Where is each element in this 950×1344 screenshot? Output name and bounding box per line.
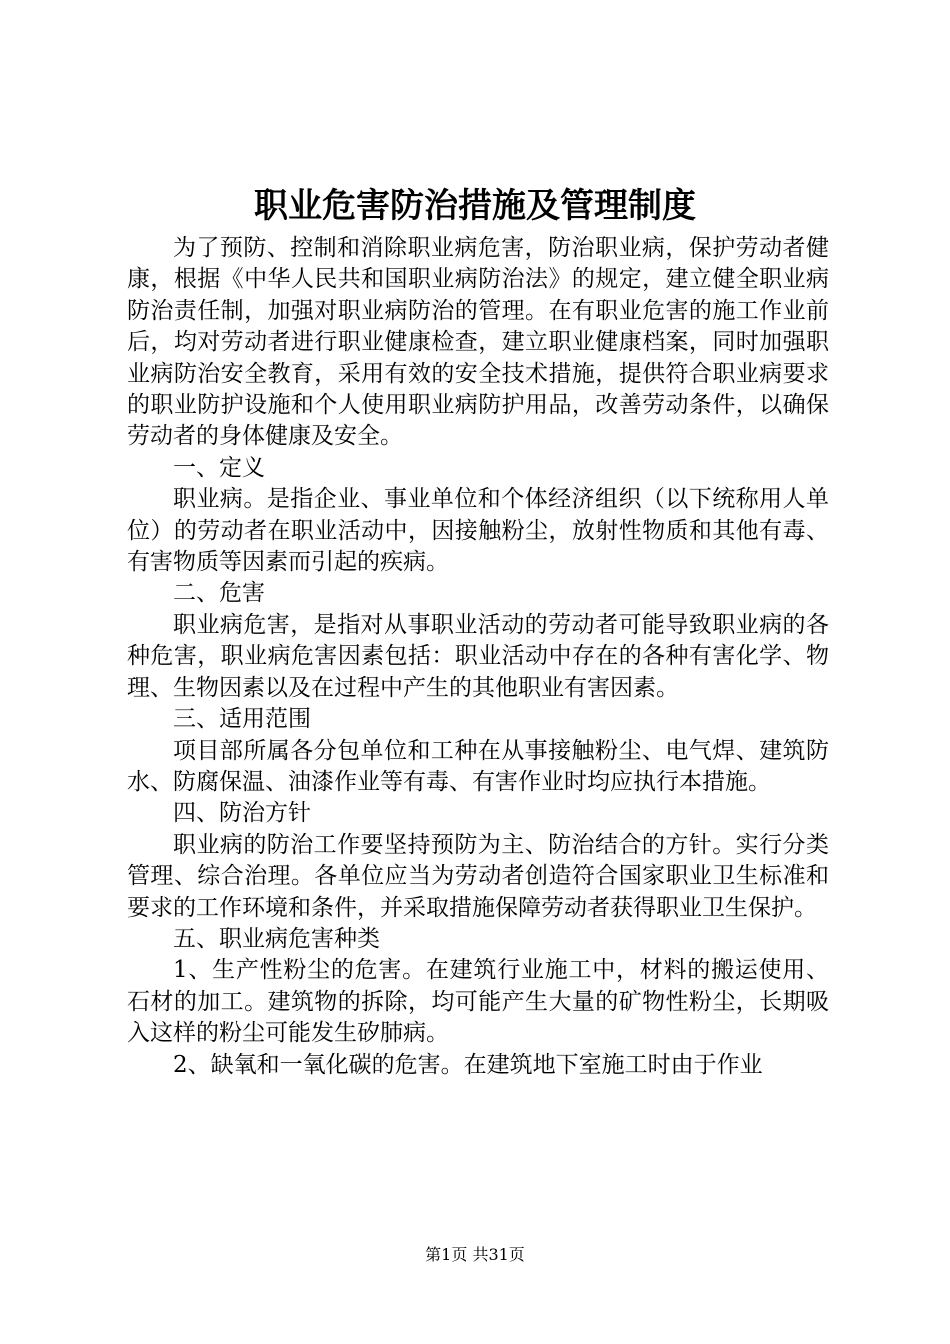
document-body — [127, 233, 829, 1081]
paragraph-policy: 职业病的防治工作要坚持预防为主、防治结合的方针。实行分类管理、综合治理。各单位应当为劳动者创造符合国家职业卫生标准和要求的工作环境和条件，并采取措施保障劳动者获得职业卫生保护。 — [127, 831, 829, 921]
paragraph-scope: 项目部所属各分包单位和工种在从事接触粉尘、电气焊、建筑防水、防腐保温、油漆作业等有毒、有害作业时均应执行本措施。 — [127, 737, 829, 795]
section-heading-types: 五、职业病危害种类 — [173, 925, 380, 952]
paragraph-intro: 为了预防、控制和消除职业病危害，防治职业病，保护劳动者健康，根据《中华人民共和国职业病防治法》的规定，建立健全职业病防治责任制，加强对职业病防治的管理。在有职业危害的施工作业前后，均对劳动者进行职业健康检查，建立职业健康档案，同时加强职业病防治安全教育，采用有效的安全技术措施，提供符合职业病要求的职业防护设施和个人使用职业病防护用品，改善劳动条件，以确保劳动者的身体健康及安全。 — [127, 235, 829, 450]
paragraph-hazard: 职业病危害，是指对从事职业活动的劳动者可能导致职业病的各种危害，职业病危害因素包括：职业活动中存在的各种有害化学、物理、生物因素以及在过程中产生的其他职业有害因素。 — [127, 611, 829, 701]
section-heading-policy: 四、防治方针 — [173, 800, 311, 827]
document-title: 职业危害防治措施及管理制度 — [254, 186, 696, 226]
paragraph-type-oxygen: 2、缺氧和一氧化碳的危害。在建筑地下室施工时由于作业 — [173, 1051, 763, 1078]
page-number-footer: 第1页 共31页 — [425, 1245, 525, 1264]
paragraph-definition: 职业病。是指企业、事业单位和个体经济组织（以下统称用人单位）的劳动者在职业活动中，因接触粉尘，放射性物质和其他有毒、有害物质等因素而引起的疾病。 — [127, 486, 829, 576]
section-heading-hazard: 二、危害 — [173, 580, 265, 607]
paragraph-type-dust: 1、生产性粉尘的危害。在建筑行业施工中，材料的搬运使用、石材的加工。建筑物的拆除，均可能产生大量的矿物性粉尘，长期吸入这样的粉尘可能发生矽肺病。 — [127, 957, 829, 1047]
section-heading-definition: 一、定义 — [173, 454, 265, 481]
section-heading-scope: 三、适用范围 — [173, 706, 311, 733]
